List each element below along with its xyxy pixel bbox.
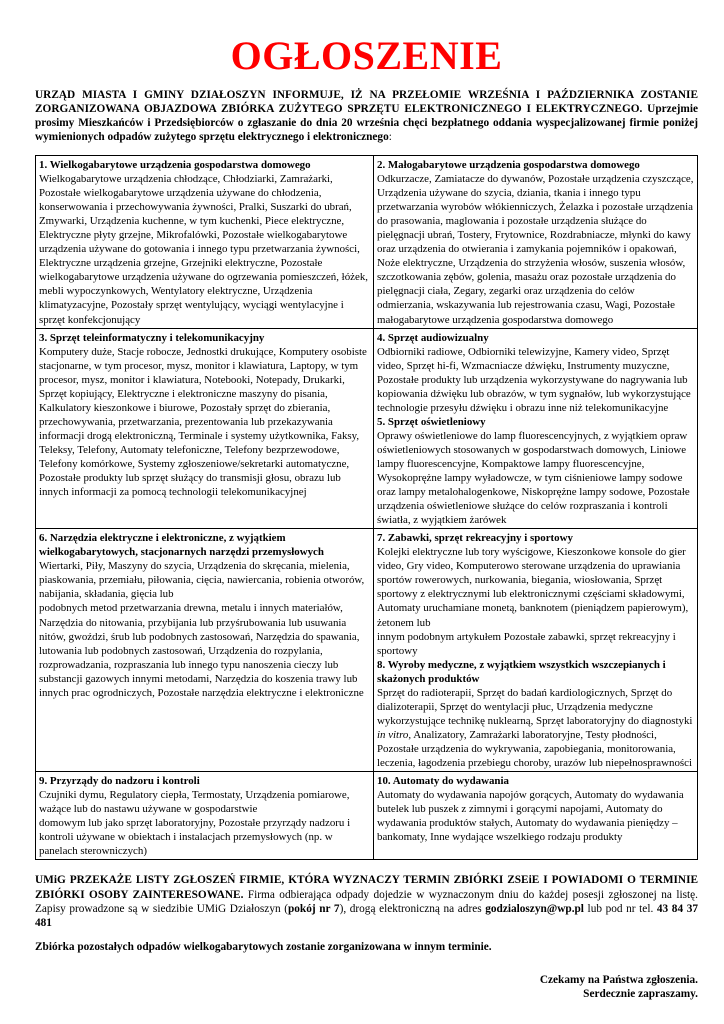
description-italic-part: in vitro, bbox=[377, 728, 412, 741]
category-description: Wiertarki, Piły, Maszyny do szycia, Urządzenia do skręcania, mielenia, piaskowania, przemiału, piłowania, cięcia, nawiercania, robienia otworów, nabijania, składania, gięcia lub bbox=[39, 560, 365, 601]
category-title: 8. Wyroby medyczne, z wyjątkiem wszystkich wszczepianych i skażonych produktów bbox=[377, 658, 666, 685]
registration-text: ), drogą elektroniczną na adres bbox=[339, 902, 486, 915]
other-collection-note: Zbiórka pozostałych odpadów wielkogabarytowych zostanie zorganizowana w innym terminie. bbox=[35, 941, 492, 954]
category-description-continued: innym podobnym artykułem Pozostałe zabawki, sprzęt rekreacyjny i sportowy bbox=[377, 630, 676, 657]
category-cell-2 bbox=[374, 156, 698, 329]
category-description bbox=[377, 686, 694, 770]
email-address: godzialoszyn@wp.pl bbox=[485, 902, 584, 915]
category-title: 6. Narzędzia elektryczne i elektroniczne, z wyjątkiem wielkogabarytowych, stacjonarnych narzędzi przemysłowych bbox=[39, 532, 324, 559]
closing-block bbox=[35, 973, 698, 1002]
registration-bold-lead: UMiG PRZEKAŻE LISTY ZGŁOSZEŃ FIRMIE, KTÓRA WYZNACZY TERMIN ZBIÓRKI ZSEiE I POWIADOMI O TERMINIE ZBIÓRKI OSOBY ZAINTERESOWANE. bbox=[35, 874, 698, 901]
category-description: Odkurzacze, Zamiatacze do dywanów, Pozostałe urządzenia czyszczące, Urządzenia używane do szycia, dziania, tkania i innego typu przetwarzania wyrobów włókienniczych, Żelazka i pozostałe urządzenia do prasowania, maglowania i pozostałe urządzenia służące do pielęgnacji ubrań, Tostery, Frytownice, Rozdrabniacze, młynki do kawy oraz urządzenia do otwierania i zamykania pojemników i opakowań, Noże elektryczne, Urządzenia do strzyżenia włosów, suszenia włosów, szczotkowania zębów, golenia, masażu oraz pozostałe urządzenia do pielęgnacji ciała, Zegary, zegarki oraz urządzenia do celów odmierzania, wskazywania lub rejestrowania czasu, Wagi, Pozostałe małogabarytowe urządzenia gospodarstwa domowego bbox=[377, 173, 694, 326]
category-title: 5. Sprzęt oświetleniowy bbox=[377, 415, 486, 428]
description-part: Analizatory, Zamrażarki laboratoryjne, Testy płodności, Pozostałe urządzenia do wykrywania, zapobiegania, monitorowania, leczenia, łagodzenia przebiegu choroby, urazów lub niepełnosprawności bbox=[377, 728, 692, 769]
table-row bbox=[36, 156, 698, 329]
category-cell-9 bbox=[36, 772, 374, 860]
category-title: 2. Małogabarytowe urządzenia gospodarstwa domowego bbox=[377, 159, 640, 171]
description-part: Sprzęt do radioterapii, Sprzęt do badań kardiologicznych, Sprzęt do dializoterapii, Sprzęt do wentylacji płuc, Urządzenia medyczne wykorzystujące technikę nuklearną, Sprzęt laboratoryjny do diagnostyki bbox=[377, 686, 693, 727]
category-description: Kolejki elektryczne lub tory wyścigowe, Kieszonkowe konsole do gier video, Gry video, Komputerowo sterowane urządzenia do uprawiania sportów rowerowych, nurkowania, biegania, wiosłowania, Sprzęt sportowy z elektrycznymi lub elektronicznymi częściami składowymi, Automaty uruchamiane monetą, banknotem (pieniądzem papierowym), żetonem lub bbox=[377, 546, 689, 629]
intro-bold-text: URZĄD MIASTA I GMINY DZIAŁOSZYN INFORMUJE, IŻ NA PRZEŁOMIE WRZEŚNIA I PAŹDZIERNIKA ZOSTANIE ZORGANIZOWANA OBJAZDOWA ZBIÓRKA ZUŻYTEGO SPRZĘTU ELEKTRONICZNEGO I ELEKTRYCZNEGO. Uprzejmie prosimy Mieszkańców i Przedsiębiorców o zgłaszanie do dnia 20 września chęci bezpłatnego oddania wyspecjalizowanej firmie poniżej wymienionych odpadów zużytego sprzętu elektrycznego i elektronicznego bbox=[35, 89, 698, 143]
category-description-continued: podobnych metod przetwarzania drewna, metalu i innych materiałów, Narzędzia do nitowania, przybijania lub przyśrubowania lub usuwania nitów, gwoździ, śrub lub podobnych zastosowań, Narzędzia do spawania, lutowania lub podobnych zastosowań, Urządzenia do rozpylania, rozprowadzania, rozpraszania lub innego typu nanoszenia cieczy lub substancji gazowych innymi metodami, Narzędzia do koszenia trawy lub innych prac ogrodniczych, Pozostałe narzędzia elektryczne i elektroniczne bbox=[39, 602, 364, 699]
category-description: Oprawy oświetleniowe do lamp fluorescencyjnych, z wyjątkiem opraw oświetleniowych stosowanych w gospodarstwach domowych, Liniowe lampy fluorescencyjne, Kompaktowe lampy fluorescencyjne, Wysokoprężne lampy wyładowcze, w tym ciśnieniowe lampy sodowe oraz lampy metalohalogenkowe, Niskoprężne lampy sodowe, Pozostałe urządzenia oświetleniowe służące do celów rozpraszania i kontroli światła, z wyjątkiem żarówek bbox=[377, 429, 690, 527]
category-title: 4. Sprzęt audiowizualny bbox=[377, 331, 489, 344]
registration-text: lub pod nr tel. bbox=[583, 902, 657, 915]
category-cell-10 bbox=[374, 772, 698, 860]
category-cell-4-5 bbox=[374, 328, 698, 529]
page-title: OGŁOSZENIE bbox=[230, 33, 503, 78]
category-title: 7. Zabawki, sprzęt rekreacyjny i sportowy bbox=[377, 532, 573, 545]
category-cell-7-8 bbox=[374, 529, 698, 772]
category-description: Komputery duże, Stacje robocze, Jednostki drukujące, Komputery osobiste stacjonarne, w tym procesor, mysz, monitor i klawiatura, Laptopy, w tym procesor, mysz, monitor i klawiatura, Notebooki, Notepady, Drukarki, Sprzęt kopiujący, Elektryczne i elektroniczne maszyny do pisania, Kalkulatory kieszonkowe i biurowe, Pozostały sprzęt do zbierania, przechowywania, przetwarzania, prezentowania lub przekazywania informacji drogą elektroniczną, Terminale i systemy użytkownika, Faksy, Teleksy, Telefony, Automaty telefoniczne, Telefony bezprzewodowe, Telefony komórkowe, Systemy zgłoszeniowe/sekretarki automatyczne, Pozostałe produkty lub sprzęt służący do transmisji głosu, obrazu lub bbox=[39, 345, 367, 485]
category-description: Wielkogabarytowe urządzenia chłodzące, Chłodziarki, Zamrażarki, Pozostałe wielkogabarytowe urządzenia używane do chłodzenia, konserwowania i przechowywania żywności, Pralki, Suszarki do ubrań, Zmywarki, Urządzenia kuchenne, w tym kuchenki, Piece elektryczne, Elektryczne płyty grzejne, Mikrofalówki, Pozostałe wielkogabarytowe urządzenia używane do gotowania i innego typu przetwarzania żywności, Elektryczne urządzenia grzejne, Grzejniki elektryczne, Pozostałe wielkogabarytowe urządzenia używane do ogrzewania pomieszczeń, łóżek, mebli wypoczynkowych, Wentylatory elektryczne, Urządzenia klimatyzacyjne, Pozostały sprzęt wentylujący, wyciągi wentylacyjne i sprzęt konfekcjonujący bbox=[39, 173, 368, 326]
category-title: 10. Automaty do wydawania bbox=[377, 775, 509, 788]
table-row bbox=[36, 328, 698, 529]
category-description: Automaty do wydawania napojów gorących, Automaty do wydawania butelek lub puszek z zimnymi i gorącymi napojami, Automaty do wydawania produktów stałych, Automaty do wydawania pieniędzy – bankomaty, Inne wydające wszelkiego rodzaju produkty bbox=[377, 789, 684, 844]
closing-line-2: Serdecznie zapraszamy. bbox=[583, 988, 698, 1001]
room-number: pokój nr 7 bbox=[287, 902, 340, 915]
category-title: 3. Sprzęt teleinformatyczny i telekomunikacyjny bbox=[39, 331, 265, 344]
phone-number: 43 84 37 481 bbox=[35, 902, 698, 929]
category-cell-6 bbox=[36, 529, 374, 772]
category-cell-3 bbox=[36, 328, 374, 529]
cell-spacer bbox=[39, 499, 370, 508]
category-title: 1. Wielkogabarytowe urządzenia gospodarstwa domowego bbox=[39, 159, 311, 171]
closing-line-1: Czekamy na Państwa zgłoszenia. bbox=[539, 974, 698, 987]
registration-text: Firma odbierająca odpady dojedzie w wyznaczonym dniu do każdej posesji zgłoszonej na listę. Zapisy prowadzone są w siedzibie UMiG Działoszyn ( bbox=[35, 888, 698, 915]
intro-paragraph bbox=[35, 88, 698, 144]
table-row bbox=[36, 772, 698, 860]
category-description: Czujniki dymu, Regulatory ciepła, Termostaty, Urządzenia pomiarowe, ważące lub do nastawu używane w gospodarstwie bbox=[39, 789, 350, 816]
table-row bbox=[36, 529, 698, 772]
registration-info bbox=[35, 873, 698, 930]
category-description-continued: innych informacji za pomocą technologii telekomunikacyjnej bbox=[39, 486, 307, 499]
category-description-continued: domowym lub jako sprzęt laboratoryjny, Pozostałe przyrządy nadzoru i kontroli używane w obiektach i instalacjach przemysłowych (np. w panelach sterowniczych) bbox=[39, 817, 351, 858]
category-title: 9. Przyrządy do nadzoru i kontroli bbox=[39, 775, 200, 788]
category-description: Odbiorniki radiowe, Odbiorniki telewizyjne, Kamery video, Sprzęt video, Sprzęt hi-fi, Wzmacniacze dźwięku, Instrumenty muzyczne, Pozostałe produkty lub urządzenia wykorzystywane do nagrywania lub kopiowania dźwięku lub obrazów, w tym sygnałów, lub wykorzystujące technologie przesyłu dźwięku i obrazu inne niż telekomunikacyjne bbox=[377, 345, 691, 414]
equipment-categories-table bbox=[35, 155, 698, 860]
intro-tail: : bbox=[388, 131, 392, 143]
category-cell-1 bbox=[36, 156, 374, 329]
